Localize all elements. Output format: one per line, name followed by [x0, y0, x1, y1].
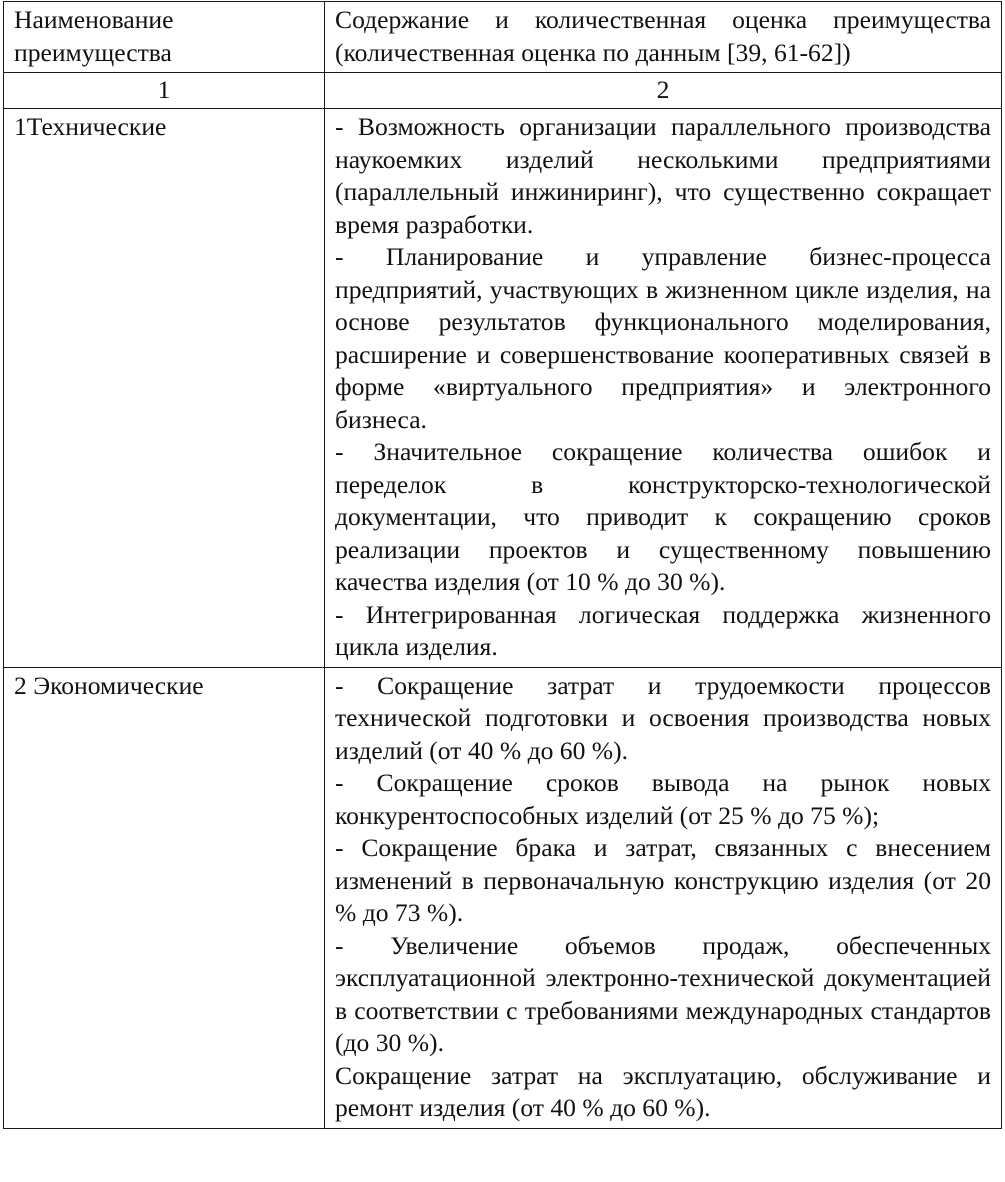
- row-content-technical: [325, 109, 1002, 668]
- list-item: - Сокращение сроков вывода на рынок новых конкурентоспособных изделий (от 25 % до 75 %);: [335, 768, 991, 830]
- row-name-technical-text: 1Технические: [14, 112, 167, 141]
- header-col-name-text: Наименование преимущества: [14, 5, 174, 67]
- table-row-economic: [4, 667, 1002, 1128]
- list-item: - Планирование и управление бизнес-процесса предприятий, участвующих в жизненном цикле изделия, на основе результатов функционального моделирования, расширение и совершенствование кооперативных связей в форме «виртуального предприятия» и электронного бизнеса.: [335, 242, 991, 434]
- table-header-row: [4, 2, 1002, 73]
- list-item: - Интегрированная логическая поддержка жизненного цикла изделия.: [335, 599, 991, 661]
- row-content-economic: [325, 667, 1002, 1128]
- row-name-economic-text: 2 Экономические: [14, 670, 204, 700]
- list-item: Сокращение затрат на эксплуатацию, обслуживание и ремонт изделия (от 40 % до 60 %).: [335, 1060, 991, 1122]
- row-name-technical: [4, 109, 325, 668]
- header-col-content-text: Содержание и количественная оценка преимущества (количественная оценка по данным [39, 61-62]): [335, 5, 991, 67]
- list-item: - Сокращение затрат и трудоемкости процессов технической подготовки и освоения производства новых изделий (от 40 % до 60 %).: [335, 670, 991, 765]
- column-number-row: [4, 73, 1002, 109]
- advantages-table: [3, 1, 1002, 1129]
- column-number-2: 2: [325, 73, 1002, 109]
- list-item: - Увеличение объемов продаж, обеспеченных эксплуатационной электронно-технической документацией в соответствии с требованиями международных стандартов (до 30 %).: [335, 930, 991, 1057]
- column-number-1: 1: [4, 73, 325, 109]
- row-name-economic: [4, 667, 325, 1128]
- table-row-technical: [4, 109, 1002, 668]
- header-col-name: [4, 2, 325, 73]
- list-item: - Значительное сокращение количества ошибок и переделок в конструкторско-технологической документации, что приводит к сокращению сроков реализации проектов и существенному повышению качества изделия (от 10 % до 30 %).: [335, 437, 991, 596]
- list-item: - Возможность организации параллельного производства наукоемких изделий несколькими предприятиями (параллельный инжиниринг), что существенно сокращает время разработки.: [335, 112, 991, 239]
- list-item: - Сокращение брака и затрат, связанных с внесением изменений в первоначальную конструкцию изделия (от 20 % до 73 %).: [335, 833, 991, 927]
- header-col-content: [325, 2, 1002, 73]
